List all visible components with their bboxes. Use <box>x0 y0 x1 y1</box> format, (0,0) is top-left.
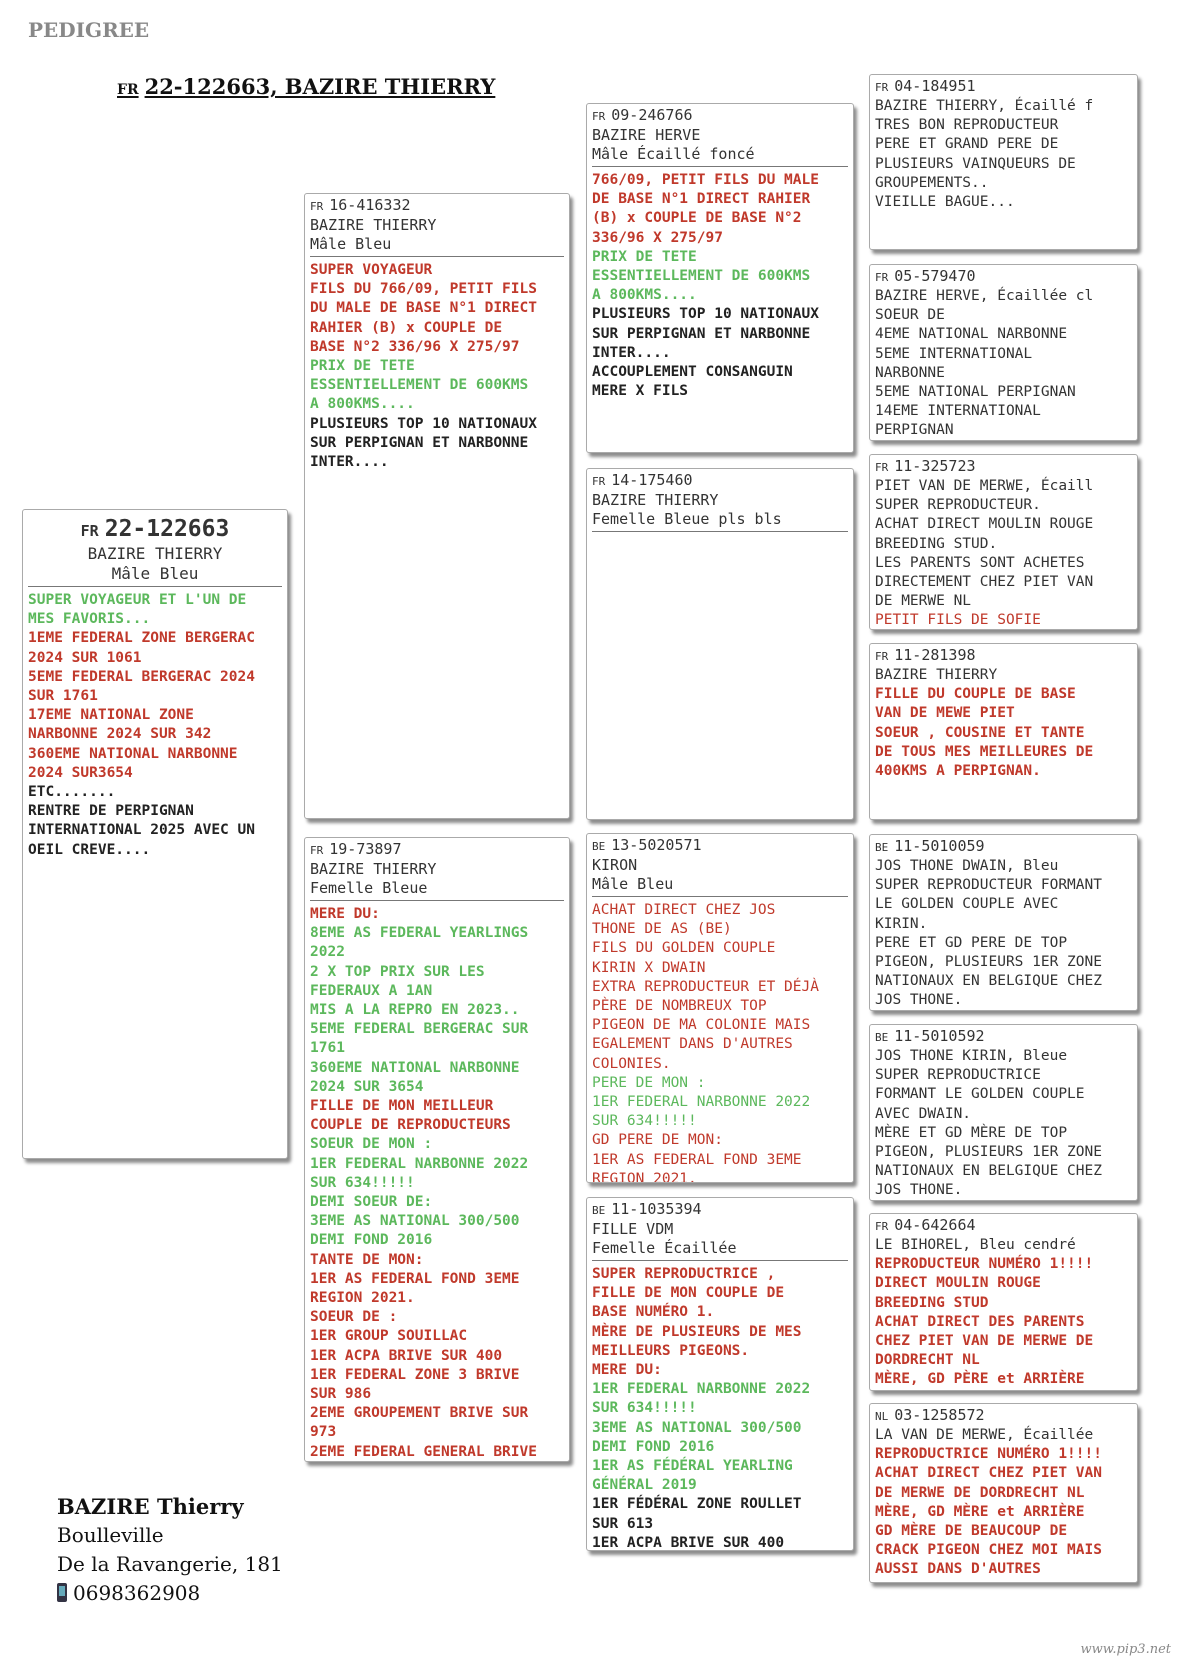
note-line: DEMI SOEUR DE: <box>310 1194 433 1211</box>
note-line: FILLE DE MON MEILLEUR <box>310 1098 494 1115</box>
note-line: SUR 613 <box>592 1515 654 1532</box>
note-line: JOS THONE KIRIN, Bleue <box>875 1048 1068 1064</box>
note-line: DEMI FOND 2016 <box>592 1438 715 1455</box>
note-line: NARBONNE 2024 SUR 342 <box>28 726 212 743</box>
note-line: PERPIGNAN <box>875 422 954 439</box>
note-line: 5EME NATIONAL PERPIGNAN <box>875 384 1076 401</box>
pigeon-card-dam-sire <box>586 833 854 1183</box>
note-line: 3EME AS NATIONAL 300/500 <box>592 1419 802 1436</box>
owner-phone: 0698362908 <box>73 1581 201 1605</box>
ring-id: 11-5010059 <box>894 837 985 855</box>
ring-id: 16-416332 <box>329 196 411 214</box>
note-line: PERE ET GD PERE DE TOP <box>875 934 1068 951</box>
note-line: 766/09, PETIT FILS DU MALE <box>592 172 819 188</box>
note-line: 1ER FÉDÉRAL ZONE ROULLET <box>592 1496 802 1513</box>
note-line: 2024 SUR 1061 <box>28 649 142 666</box>
note-line: MÈRE, GD PÈRE et ARRIÈRE <box>875 1371 1085 1388</box>
note-line: THONE DE AS (BE) <box>592 921 732 938</box>
color-line: Mâle Bleu <box>310 235 392 253</box>
note-line: PIET VAN DE MERWE, Écaill <box>875 478 1094 494</box>
note-line: 2 X TOP PRIX SUR LES <box>310 963 485 980</box>
note-line: SUPER REPRODUCTRICE <box>875 1067 1041 1084</box>
note-line: BAZIRE HERVE, Écaillée cl <box>875 288 1094 304</box>
note-line: ACHAT DIRECT CHEZ JOS <box>592 902 776 918</box>
country-code: FR <box>592 110 606 123</box>
note-line: SOEUR DE : <box>310 1309 398 1326</box>
pigeon-card-ds-dam <box>869 1024 1138 1201</box>
ring-number <box>875 77 1132 97</box>
note-line: NATIONAUX EN BELGIQUE CHEZ <box>875 1163 1102 1180</box>
pigeon-card-subject <box>22 509 288 1159</box>
note-line: REGION 2021. <box>592 1170 697 1183</box>
owner-name-line: BAZIRE HERVE <box>592 126 701 144</box>
notes <box>592 171 848 401</box>
note-line: MERE X FILS <box>592 383 689 400</box>
ring-id: 22-122663 <box>104 516 230 542</box>
note-line: BAZIRE THIERRY, Écaillé f <box>875 98 1094 114</box>
note-line: 1ER AS FEDERAL FOND 3EME <box>310 1270 520 1287</box>
country-code: BE <box>592 840 606 853</box>
owner-info <box>57 1492 283 1608</box>
note-line: PERE ET GRAND PERE DE <box>875 136 1059 153</box>
note-line: PRIX DE TETE <box>592 248 697 265</box>
note-line: NARBONNE <box>875 364 945 381</box>
country-code: FR <box>875 650 889 663</box>
note-line: RENTRE DE PERPIGNAN <box>28 803 194 820</box>
note-line: ESSENTIELLEMENT DE 600KMS <box>592 268 811 285</box>
ring-id: 04-184951 <box>894 77 976 95</box>
note-line: RAHIER (B) x COUPLE DE <box>310 319 503 336</box>
note-line: SUR 634!!!!! <box>592 1400 697 1417</box>
pigeon-card-dam-dam <box>586 1197 854 1551</box>
note-line: 1ER FEDERAL NARBONNE 2022 <box>592 1094 811 1111</box>
notes <box>875 97 1132 212</box>
note-line: 1ER FEDERAL NARBONNE 2022 <box>592 1381 811 1398</box>
note-line: VIEILLE BAGUE... <box>875 194 1015 211</box>
country-code: BE <box>875 841 889 854</box>
note-line: FILS DU GOLDEN COUPLE <box>592 940 776 957</box>
note-line: PERE DE MON : <box>592 1074 706 1091</box>
notes <box>875 857 1132 1011</box>
main-title <box>117 74 495 99</box>
note-line: 973 <box>310 1424 337 1441</box>
ring-id: 09-246766 <box>611 106 693 124</box>
note-line: OEIL CREVE.... <box>28 841 151 858</box>
color-line: Femelle Écaillée <box>592 1239 737 1257</box>
note-line: BASE NUMÉRO 1. <box>592 1304 715 1321</box>
note-line: REPRODUCTEUR NUMÉRO 1!!!! <box>875 1256 1094 1273</box>
note-line: ACHAT DIRECT MOULIN ROUGE <box>875 516 1094 533</box>
color-line: Mâle Bleu <box>111 564 199 583</box>
ring-number <box>592 471 848 491</box>
note-line: 1ER FEDERAL ZONE 3 BRIVE <box>310 1366 520 1383</box>
note-line: EGALEMENT DANS D'AUTRES <box>592 1036 793 1053</box>
note-line: LA VAN DE MERWE, Écaillée <box>875 1427 1094 1443</box>
note-line: LES PARENTS SONT ACHETES <box>875 554 1085 571</box>
country-code: BE <box>592 1204 606 1217</box>
ring-id: 11-1035394 <box>611 1200 702 1218</box>
ring-number <box>875 646 1132 666</box>
note-line: SUR 986 <box>310 1386 372 1403</box>
note-line: 1EME FEDERAL ZONE BERGERAC <box>28 630 255 647</box>
ring-number <box>310 196 564 216</box>
divider <box>310 256 564 257</box>
ring-number <box>875 1027 1132 1047</box>
note-line: SUR 1761 <box>28 688 98 705</box>
note-line: TRES BON REPRODUCTEUR <box>875 117 1059 134</box>
country-code: FR <box>875 271 889 284</box>
ring-id: 05-579470 <box>894 267 976 285</box>
ring-id: 04-642664 <box>894 1216 976 1234</box>
note-line: MERE DU: <box>310 906 380 922</box>
note-line: DIRECT MOULIN ROUGE <box>875 1275 1041 1292</box>
note-line: LE GOLDEN COUPLE AVEC <box>875 896 1059 913</box>
owner-address: De la Ravangerie, 181 <box>57 1552 283 1576</box>
note-line: DU MALE DE BASE N°1 DIRECT <box>310 300 537 317</box>
note-line: PETIT FILS DE SOFIE <box>875 612 1041 629</box>
note-line: FILLE DU COUPLE DE BASE <box>875 686 1076 703</box>
ring-number <box>310 840 564 860</box>
divider <box>592 896 848 897</box>
country-code: FR <box>310 844 324 857</box>
notes <box>592 901 848 1183</box>
country-code: FR <box>875 1220 889 1233</box>
note-line: PIGEON, PLUSIEURS 1ER ZONE <box>875 954 1102 971</box>
note-line: BREEDING STUD <box>875 1294 989 1311</box>
notes <box>310 261 564 472</box>
owner-name-line: BAZIRE THIERRY <box>310 860 437 878</box>
note-line: COUPLE DE REPRODUCTEURS <box>310 1117 511 1134</box>
note-line: GD MÈRE DE BEAUCOUP DE <box>875 1523 1068 1540</box>
ring-number <box>875 457 1132 477</box>
note-line: FEDERAUX A 1AN <box>310 982 433 999</box>
note-line: 4EME NATIONAL NARBONNE <box>875 326 1068 343</box>
owner-name-line: BAZIRE THIERRY <box>87 544 223 563</box>
note-line: 1ER ACPA BRIVE SUR 400 <box>592 1534 785 1551</box>
pigeon-card-sd-dam <box>869 643 1138 820</box>
note-line: 1ER AS FEDERAL FOND 3EME <box>592 1151 802 1168</box>
notes <box>592 1265 848 1551</box>
note-line: 8EME AS FEDERAL YEARLINGS <box>310 925 529 942</box>
note-line: PÈRE DE NOMBREUX TOP <box>592 998 767 1015</box>
note-line: MÈRE, GD MÈRE et ARRIÈRE <box>875 1503 1085 1520</box>
owner-city: Boulleville <box>57 1523 164 1547</box>
note-line: DE TOUS MES MEILLEURES DE <box>875 743 1094 760</box>
ring-id: 19-73897 <box>329 840 402 858</box>
color-line: Mâle Écaillé foncé <box>592 145 755 163</box>
note-line: SUPER VOYAGEUR <box>310 262 433 278</box>
footer-url: www.pip3.net <box>1080 1642 1171 1657</box>
notes <box>875 1426 1132 1580</box>
note-line: MIS A LA REPRO EN 2023.. <box>310 1002 520 1019</box>
notes <box>875 1236 1132 1390</box>
note-line: JOS THONE DWAIN, Bleu <box>875 858 1059 874</box>
color-line: Femelle Bleue <box>310 879 428 897</box>
country-code: FR <box>875 81 889 94</box>
note-line: CHEZ PIET VAN DE MERWE DE <box>875 1333 1094 1350</box>
note-line: PLUSIEURS VAINQUEURS DE <box>875 155 1076 172</box>
owner-name-line: FILLE VDM <box>592 1220 674 1238</box>
note-line: 400KMS A PERPIGNAN. <box>875 763 1041 780</box>
note-line: ACCOUPLEMENT CONSANGUIN <box>592 364 793 381</box>
color-line: Femelle Bleue pls bls <box>592 510 782 528</box>
note-line: TANTE DE MON: <box>310 1251 424 1268</box>
note-line: SOEUR DE MON : <box>310 1136 433 1153</box>
owner-phone-row <box>57 1579 283 1608</box>
note-line: ACHAT DIRECT CHEZ PIET VAN <box>875 1465 1102 1482</box>
note-line: FORMANT LE GOLDEN COUPLE <box>875 1086 1085 1103</box>
country-code: NL <box>875 1410 889 1423</box>
note-line: PIGEON, PLUSIEURS 1ER ZONE <box>875 1144 1102 1161</box>
note-line: GÉNÉRAL 2019 <box>592 1477 697 1494</box>
note-line: DE MERWE NL <box>875 593 972 610</box>
note-line: KIRIN. <box>875 915 928 932</box>
phone-icon <box>57 1583 67 1602</box>
note-line: 1ER AS FÉDÉRAL YEARLING <box>592 1458 793 1475</box>
note-line: PIGEON DE MA COLONIE MAIS <box>592 1017 811 1034</box>
note-line: 360EME NATIONAL NARBONNE <box>28 745 238 762</box>
pedigree-header: PEDIGREE <box>28 18 150 42</box>
country-code: FR <box>592 475 606 488</box>
note-line: SUPER VOYAGEUR ET L'UN DE <box>28 592 247 608</box>
note-line: LE BIHOREL, Bleu cendré <box>875 1237 1076 1253</box>
pigeon-card-ds-sire <box>869 834 1138 1011</box>
note-line: MERE DU: <box>592 1362 662 1379</box>
note-line: INTER.... <box>310 454 389 471</box>
main-title-text: 22-122663, BAZIRE THIERRY <box>144 74 496 99</box>
note-line: 2024 SUR3654 <box>28 764 133 781</box>
note-line: 17EME NATIONAL ZONE <box>28 707 194 724</box>
note-line: CRACK PIGEON CHEZ MOI MAIS <box>875 1542 1102 1559</box>
note-line: AVEC DWAIN. <box>875 1105 972 1122</box>
ring-id: 11-325723 <box>894 457 976 475</box>
note-line: PLUSIEURS TOP 10 NATIONAUX <box>592 306 819 323</box>
note-line: 2EME GROUPEMENT BRIVE SUR <box>310 1405 529 1422</box>
note-line: ETC....... <box>28 784 116 801</box>
pigeon-card-sire <box>304 193 570 819</box>
note-line: SUR 634!!!!! <box>592 1113 697 1130</box>
pigeon-card-sd-sire <box>869 454 1138 630</box>
note-line: 14EME INTERNATIONAL <box>875 403 1041 420</box>
ring-number <box>875 1406 1132 1426</box>
ring-id: 11-281398 <box>894 646 976 664</box>
note-line: REPRODUCTRICE NUMÉRO 1!!!! <box>875 1446 1102 1463</box>
note-line: BAZIRE THIERRY <box>875 667 998 683</box>
note-line: VAN DE MEWE PIET <box>875 705 1015 722</box>
note-line: DE BASE N°1 DIRECT RAHIER <box>592 191 811 208</box>
note-line: 360EME NATIONAL NARBONNE <box>310 1059 520 1076</box>
note-line: 5EME INTERNATIONAL <box>875 345 1033 362</box>
note-line: 1ER ACPA BRIVE SUR 400 <box>310 1347 503 1364</box>
ring-id: 13-5020571 <box>611 836 702 854</box>
note-line: SOEUR , COUSINE ET TANTE <box>875 724 1085 741</box>
note-line: DE MERWE DE DORDRECHT NL <box>875 1484 1085 1501</box>
notes <box>28 591 282 860</box>
divider <box>592 531 848 532</box>
note-line: JOS THONE. <box>875 1182 963 1199</box>
pigeon-card-sire-sire <box>586 103 854 453</box>
note-line: BASE N°2 336/96 X 275/97 <box>310 338 520 355</box>
note-line: JOS THONE. <box>875 992 963 1009</box>
pigeon-card-ss-dam <box>869 264 1138 441</box>
notes <box>875 666 1132 781</box>
note-line: 336/96 X 275/97 <box>592 229 723 246</box>
ring-number <box>592 106 848 126</box>
note-line: PRIX DE TETE <box>310 358 415 375</box>
notes <box>875 287 1132 441</box>
ring-number <box>875 267 1132 287</box>
note-line: 2022 <box>310 944 345 961</box>
divider <box>592 166 848 167</box>
ring-number <box>28 516 282 544</box>
note-line: (B) x COUPLE DE BASE N°2 <box>592 210 802 227</box>
divider <box>310 900 564 901</box>
owner-name: BAZIRE Thierry <box>57 1494 244 1519</box>
note-line: A 800KMS.... <box>592 287 697 304</box>
note-line: 5EME FEDERAL BERGERAC SUR <box>310 1021 529 1038</box>
note-line: 2024 SUR 3654 <box>310 1078 424 1095</box>
owner-name-line: BAZIRE THIERRY <box>310 216 437 234</box>
note-line: MÈRE ET GD MÈRE DE TOP <box>875 1124 1068 1141</box>
note-line: INTER.... <box>592 344 671 361</box>
notes <box>310 905 564 1462</box>
note-line: DIRECTEMENT CHEZ PIET VAN <box>875 574 1094 591</box>
notes <box>875 477 1132 630</box>
note-line: EXTRA REPRODUCTEUR ET DÉJÀ <box>592 978 819 995</box>
note-line: A 800KMS.... <box>310 396 415 413</box>
owner-name-line: KIRON <box>592 856 638 874</box>
color-line: Mâle Bleu <box>592 875 674 893</box>
note-line: DEMI FOND 2016 <box>310 1232 433 1249</box>
country-code: FR <box>80 522 99 540</box>
note-line: KIRIN X DWAIN <box>592 959 706 976</box>
note-line: SUPER REPRODUCTEUR FORMANT <box>875 877 1102 894</box>
ring-number <box>875 837 1132 857</box>
country-code: FR <box>310 200 324 213</box>
note-line: SUPER REPRODUCTEUR. <box>875 497 1041 514</box>
ring-id: 03-1258572 <box>894 1406 985 1424</box>
owner-name-line: BAZIRE THIERRY <box>592 491 719 509</box>
note-line: 5EME FEDERAL BERGERAC 2024 <box>28 668 255 685</box>
note-line: GD PERE DE MON: <box>592 1132 723 1149</box>
pigeon-card-dam <box>304 837 570 1462</box>
ring-number <box>592 836 848 856</box>
note-line: AUSSI DANS D'AUTRES <box>875 1561 1041 1578</box>
note-line: SUR 634!!!!! <box>310 1174 415 1191</box>
country-code: BE <box>875 1031 889 1044</box>
note-line: MEILLEURS PIGEONS. <box>592 1342 750 1359</box>
note-line: ESSENTIELLEMENT DE 600KMS <box>310 377 529 394</box>
note-line: PLUSIEURS TOP 10 NATIONAUX <box>310 415 537 432</box>
ring-number <box>875 1216 1132 1236</box>
pigeon-card-sire-dam <box>586 468 854 820</box>
note-line: FILLE DE MON COUPLE DE <box>592 1285 785 1302</box>
note-line: NATIONAUX EN BELGIQUE CHEZ <box>875 973 1102 990</box>
note-line: COLONIES. <box>592 1055 671 1072</box>
note-line: MÈRE DE PLUSIEURS DE MES <box>592 1323 802 1340</box>
note-line: 3EME AS NATIONAL 300/500 <box>310 1213 520 1230</box>
note-line: SUR PERPIGNAN ET NARBONNE <box>310 434 529 451</box>
note-line: GROUPEMENTS.. <box>875 174 989 191</box>
note-line: 1761 <box>310 1040 345 1057</box>
note-line: ACHAT DIRECT DES PARENTS <box>875 1313 1085 1330</box>
note-line: 1ER FEDERAL NARBONNE 2022 <box>310 1155 529 1172</box>
note-line: SUPER REPRODUCTRICE , <box>592 1266 776 1282</box>
ring-id: 11-5010592 <box>894 1027 985 1045</box>
note-line: MES FAVORIS... <box>28 611 151 628</box>
note-line: SUR PERPIGNAN ET NARBONNE <box>592 325 811 342</box>
note-line: REGION 2021. <box>310 1290 415 1307</box>
note-line: SOEUR DE <box>875 307 945 324</box>
divider <box>28 586 282 587</box>
note-line: DORDRECHT NL <box>875 1352 980 1369</box>
country-code: FR <box>875 461 889 474</box>
note-line: INTERNATIONAL 2025 AVEC UN <box>28 822 255 839</box>
note-line: 2EME FEDERAL GENERAL BRIVE <box>310 1443 537 1460</box>
ring-id: 14-175460 <box>611 471 693 489</box>
pigeon-card-dd-dam <box>869 1403 1138 1583</box>
ring-number <box>592 1200 848 1220</box>
notes <box>875 1047 1132 1201</box>
note-line: 1ER GROUP SOUILLAC <box>310 1328 468 1345</box>
main-title-country: FR <box>117 82 139 98</box>
pigeon-card-dd-sire <box>869 1213 1138 1391</box>
divider <box>592 1260 848 1261</box>
note-line: FILS DU 766/09, PETIT FILS <box>310 281 537 298</box>
pigeon-card-ss-sire <box>869 74 1138 250</box>
note-line: BREEDING STUD. <box>875 535 998 552</box>
